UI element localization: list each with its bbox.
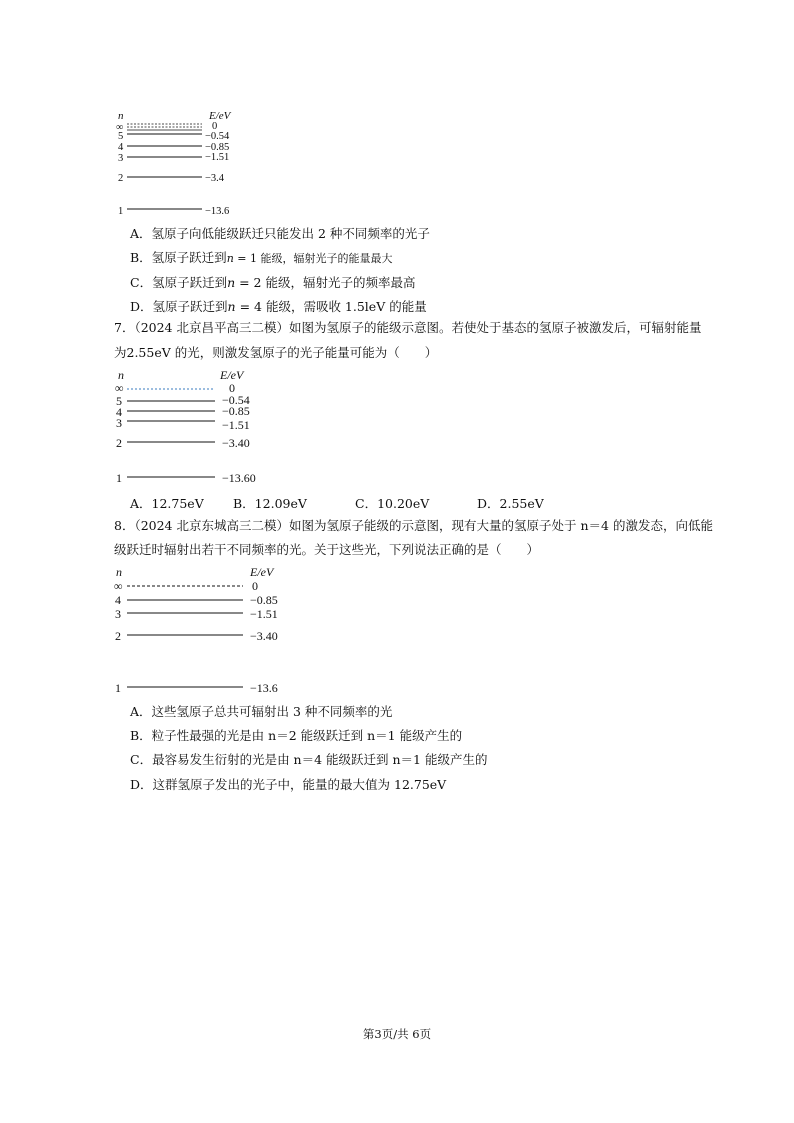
q7-stem-line-2: 为2.55eV 的光，则激发氢原子的光子能量可能为（ ）: [114, 345, 438, 360]
level-e-label: 0: [212, 121, 218, 132]
level-n-label: 4: [116, 405, 122, 419]
level-e-label: −3.40: [250, 629, 278, 643]
q7-option-b: B．12.09eV: [233, 496, 307, 511]
energy-axis-label: E/eV: [220, 368, 244, 382]
level-n-label: ∞: [114, 579, 123, 593]
q8-option-b: B．粒子性最强的光是由 n＝2 能级跃迁到 n＝1 能级产生的: [130, 728, 463, 743]
level-n-label: 2: [115, 629, 121, 643]
level-e-label: −3.40: [222, 436, 250, 450]
level-e-label: −1.51: [222, 418, 250, 432]
q8-option-c: C．最容易发生衍射的光是由 n＝4 能级跃迁到 n＝1 能级产生的: [130, 752, 488, 767]
q7-option-a: A．12.75eV: [130, 496, 204, 511]
level-n-label: 4: [115, 593, 121, 607]
q8-stem-line-2: 级跃迁时辐射出若干不同频率的光。关于这些光，下列说法正确的是（ ）: [114, 542, 540, 557]
level-e-label: −0.85: [205, 142, 230, 153]
level-n-label: 2: [118, 173, 124, 184]
level-e-label: 0: [229, 381, 235, 395]
level-e-label: −0.85: [250, 593, 278, 607]
energy-axis-label: E/eV: [209, 110, 231, 122]
n-axis-label: n: [116, 565, 122, 579]
level-n-label: ∞: [116, 122, 124, 133]
n-axis-label: n: [118, 368, 124, 382]
level-n-label: 3: [118, 153, 124, 164]
page-footer: 第3页/共 6页: [362, 1027, 432, 1041]
level-e-label: −3.4: [205, 173, 225, 184]
level-n-label: 3: [116, 416, 122, 430]
level-e-label: −13.6: [205, 206, 230, 217]
level-e-label: −0.85: [222, 404, 250, 418]
q6-option-d: D．氢原子跃迁到n = 4 能级，需吸收 1.5leV 的能量: [130, 299, 427, 314]
q6-option-a: A．氢原子向低能级跃迁只能发出 2 种不同频率的光子: [130, 226, 430, 241]
q6-option-b: B．氢原子跃迁到n = 1 能级，辐射光子的能量最大: [130, 250, 393, 265]
level-e-label: −0.54: [222, 393, 250, 407]
q7-stem-line-1: 7．（2024 北京昌平高三二模）如图为氢原子的能级示意图。若使处于基态的氢原子被激发后，可辐射能量: [114, 320, 702, 335]
level-n-label: 5: [118, 131, 124, 142]
level-e-label: −1.51: [205, 152, 230, 163]
level-n-label: 1: [118, 206, 124, 217]
level-n-label: 1: [115, 681, 121, 695]
q8-option-d: D．这群氢原子发出的光子中，能量的最大值为 12.75eV: [130, 777, 447, 792]
q8-option-a: A．这些氢原子总共可辐射出 3 种不同频率的光: [130, 704, 393, 719]
q6-option-c: C．氢原子跃迁到n = 2 能级，辐射光子的频率最高: [130, 275, 416, 290]
level-n-label: 1: [116, 471, 122, 485]
n-axis-label: n: [118, 110, 124, 122]
level-e-label: −13.60: [222, 471, 256, 485]
energy-axis-label: E/eV: [250, 565, 274, 579]
level-e-label: 0: [252, 579, 258, 593]
level-n-label: 5: [116, 394, 122, 408]
level-n-label: 4: [118, 142, 124, 153]
level-n-label: 3: [115, 607, 121, 621]
level-n-label: ∞: [115, 381, 124, 395]
level-e-label: −0.54: [205, 131, 230, 142]
level-e-label: −13.6: [250, 681, 278, 695]
level-e-label: −1.51: [250, 607, 278, 621]
q8-stem-line-1: 8．（2024 北京东城高三二模）如图为氢原子能级的示意图，现有大量的氢原子处于 n＝4 的激发态，向低能: [114, 518, 713, 533]
q7-option-d: D．2.55eV: [477, 496, 544, 511]
q7-option-c: C．10.20eV: [355, 496, 430, 511]
level-n-label: 2: [116, 436, 122, 450]
